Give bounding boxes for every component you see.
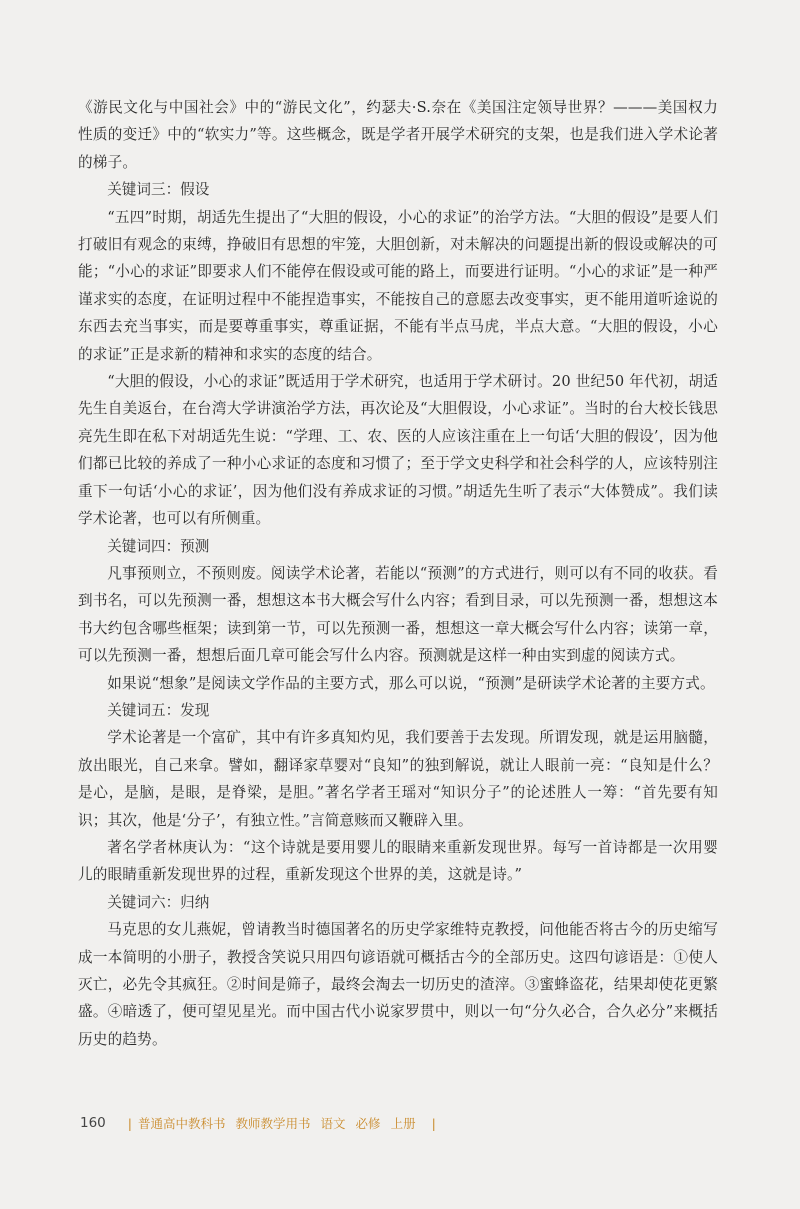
keyword-heading-3: 关键词三：假设: [107, 181, 210, 199]
paragraph: “五四”时期，胡适先生提出了“大胆的假设，小心的求证”的治学方法。“大胆的假设”是要人们打破旧有观念的束缚，挣破旧有思想的牢笼，大胆创新，对未解决的问题提出新的假设或解决的可能；“小心的求证”即要求人们不能停在假设或可能的路上，而要进行证明。“小心的求证”是一种严谨求实的态度，在证明过程中不能捏造事实，不能按自己的意愿去改变事实，更不能用道听途说的东西去充当事实，而是要尊重事实，尊重证据，不能有半点马虎，半点大意。“大胆的假设，小心的求证”正是求新的精神和求实的态度的结合。: [78, 208, 718, 363]
page-number: 160: [80, 1115, 106, 1131]
footer-separator: |: [127, 1115, 132, 1131]
book-volume: 上册: [390, 1116, 416, 1131]
book-type: 教师教学用书: [235, 1116, 311, 1131]
book-series: 普通高中教科书: [138, 1116, 226, 1131]
book-subject: 语文: [320, 1116, 346, 1131]
page-footer: [80, 1114, 442, 1132]
paragraph: “大胆的假设，小心的求证”既适用于学术研究，也适用于学术研讨。20 世纪50 年代初，胡适先生自美返台，在台湾大学讲演治学方法，再次论及“大胆假设，小心求证”。当时的台大校长钱思亮先生即在私下对胡适先生说：“学理、工、农、医的人应该注重在上一句话‘大胆的假设’，因为他们都已比较的养成了一种小心求证的态度和习惯了；至于学文史科学和社会科学的人，应该特别注重下一句话‘小心的求证’，因为他们没有养成求证的习惯。”胡适先生听了表示“大体赞成”。我们读学术论著，也可以有所侧重。: [78, 373, 718, 528]
paragraph: 凡事预则立，不预则废。阅读学术论著，若能以“预测”的方式进行，则可以有不同的收获。看到书名，可以先预测一番，想想这本书大概会写什么内容；看到目录，可以先预测一番，想想这本书大约包含哪些框架；读到第一节，可以先预测一番，想想这一章大概会写什么内容；读第一章，可以先预测一番，想想后面几章可能会写什么内容。预测就是这样一种由实到虚的阅读方式。: [78, 564, 718, 665]
paragraph: 如果说“想象”是阅读文学作品的主要方式，那么可以说，“预测”是研读学术论著的主要方式。: [107, 674, 715, 692]
paragraph: 马克思的女儿燕妮，曾请教当时德国著名的历史学家维特克教授，问他能否将古今的历史缩写成一本简明的小册子，教授含笑说只用四句谚语就可概括古今的全部历史。这四句谚语是：①使人灭亡，必先令其疯狂。②时间是筛子，最终会淘去一切历史的渣滓。③蜜蜂盗花，结果却使花更繁盛。④暗透了，便可望见星光。而中国古代小说家罗贯中，则以一句“分久必合，合久必分”来概括历史的趋势。: [78, 921, 718, 1048]
keyword-heading-6: 关键词六：归纳: [107, 893, 210, 911]
book-level: 必修: [355, 1116, 381, 1131]
keyword-heading-5: 关键词五：发现: [107, 701, 210, 719]
page-content: [78, 94, 718, 1053]
footer-separator: |: [431, 1115, 436, 1131]
paragraph: 学术论著是一个富矿，其中有许多真知灼见，我们要善于去发现。所谓发现，就是运用脑髓，放出眼光，自己来拿。譬如，翻译家草婴对“良知”的独到解说，就让人眼前一亮：“良知是什么？是心，是脑，是眼，是脊梁，是胆。”著名学者王瑶对“知识分子”的论述胜人一筹：“首先要有知识；其次，他是‘分子’，有独立性。”言简意赅而又鞭辟入里。: [78, 729, 718, 829]
keyword-heading-4: 关键词四：预测: [107, 537, 210, 555]
paragraph: 著名学者林庚认为：“这个诗就是要用婴儿的眼睛来重新发现世界。每写一首诗都是一次用婴儿的眼睛重新发现世界的过程，重新发现这个世界的美，这就是诗。”: [78, 838, 718, 884]
paragraph-continued: 《游民文化与中国社会》中的“游民文化”，约瑟夫·S.奈在《美国注定领导世界？———美国权力性质的变迁》中的“软实力”等。这些概念，既是学者开展学术研究的支架，也是我们进入学术论著的梯子。: [78, 99, 718, 171]
